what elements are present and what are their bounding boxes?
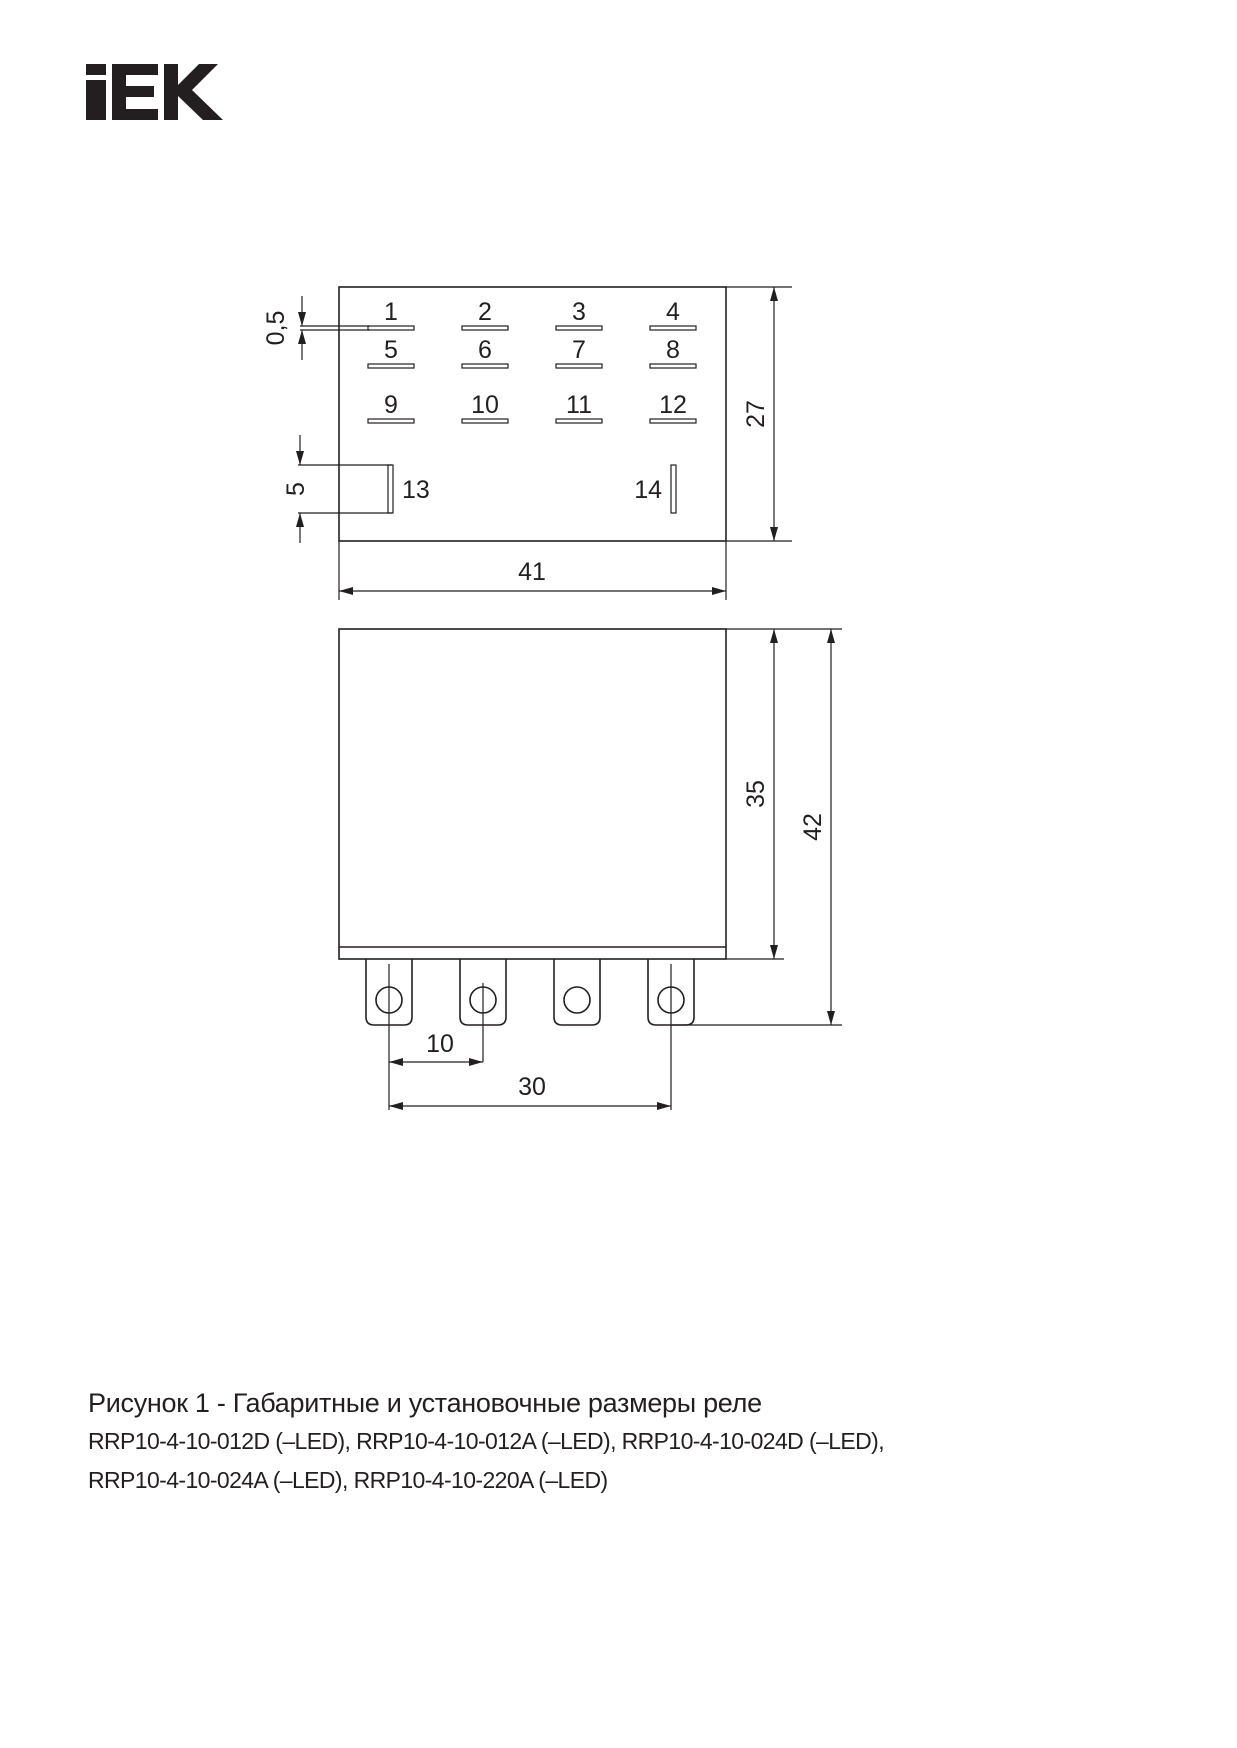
pin-label-9: 9 xyxy=(384,391,398,419)
dim-label-pitch: 10 xyxy=(426,1030,454,1058)
terminal-1 xyxy=(366,959,412,1110)
pin-label-14: 14 xyxy=(634,476,662,504)
caption-title: Рисунок 1 - Габаритные и установочные размеры реле xyxy=(88,1388,762,1418)
pin-label-7: 7 xyxy=(572,336,586,364)
dim-body-height xyxy=(726,629,842,959)
dim-coil-pin xyxy=(282,435,392,543)
dim-label-depth: 27 xyxy=(742,400,770,428)
pin-label-6: 6 xyxy=(478,336,492,364)
dim-label-total-height: 42 xyxy=(799,813,827,841)
side-view-body xyxy=(339,629,726,959)
terminal-4 xyxy=(648,959,694,1110)
pin-label-11: 11 xyxy=(566,391,592,419)
pin-label-12: 12 xyxy=(659,391,687,419)
pin-label-2: 2 xyxy=(478,298,492,326)
terminal-2 xyxy=(460,959,506,1062)
pin-label-3: 3 xyxy=(572,298,586,326)
pin-label-8: 8 xyxy=(666,336,680,364)
dim-total-height xyxy=(671,629,842,1025)
dim-label-body-height: 35 xyxy=(742,780,770,808)
dim-label-span: 30 xyxy=(518,1073,546,1101)
top-view xyxy=(262,287,792,600)
pin-label-13: 13 xyxy=(402,476,430,504)
figure-caption xyxy=(88,1384,1188,1500)
dim-width xyxy=(339,541,726,600)
terminal-3 xyxy=(554,959,600,1025)
dim-pitch xyxy=(389,1030,483,1062)
caption-models-line-2: RRP10-4-10-024A (–LED), RRP10-4-10-220A (–LED) xyxy=(88,1467,608,1493)
pin-label-10: 10 xyxy=(471,391,499,419)
dim-pin-width xyxy=(262,296,370,360)
pin-label-5: 5 xyxy=(384,336,398,364)
pin-label-1: 1 xyxy=(384,298,398,326)
dim-depth xyxy=(726,287,792,541)
pin-label-4: 4 xyxy=(666,298,680,326)
dim-label-pin-width: 0,5 xyxy=(262,310,290,346)
caption-models-line-1: RRP10-4-10-012D (–LED), RRP10-4-10-012A (–LED), RRP10-4-10-024D (–LED), xyxy=(88,1428,884,1454)
dim-label-width: 41 xyxy=(518,558,546,586)
dim-label-coil-pin: 5 xyxy=(282,482,310,496)
side-view xyxy=(339,629,842,1110)
dim-span xyxy=(389,1073,671,1106)
